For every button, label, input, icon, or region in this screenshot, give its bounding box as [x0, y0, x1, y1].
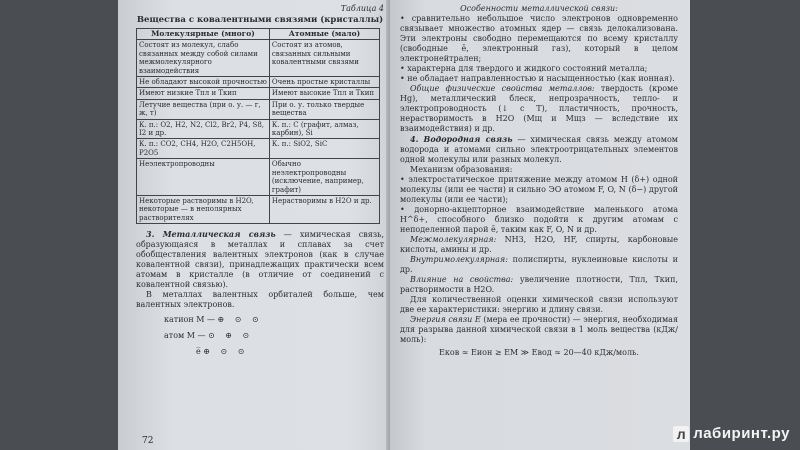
diagram-row-electron	[164, 344, 384, 360]
orbitals-paragraph: В металлах валентных орбиталей больше, чем валентных электронов.	[136, 290, 384, 310]
metallic-feature-1: • сравнительно небольшое число электронов одновременно связывает множество атомных ядер — связь делокализована. Эти электроны свободно перемещаются по всему кристаллу (свободные ē, электронный газ), который в целом электронейтрален;	[400, 14, 678, 63]
metallic-feature-2: • характерна для твердого и жидкого состояний металла;	[400, 64, 648, 73]
electron-particles: ⊕ ⊙ ⊙	[203, 347, 249, 357]
mechanism-1: • электростатическое притяжение между атомом H (δ+) одной молекулы (или ее части) и сильно ЭО атомом F, O, N (δ−) другой молекулы (или ее части);	[400, 175, 678, 204]
cell-atomic: К. п.: SiO2, SiC	[269, 139, 379, 159]
metallic-bond-paragraph	[136, 229, 384, 290]
cell-molecular: Не обладают высокой прочностью	[137, 77, 270, 88]
energy-formula: Eков ≈ Eион ≥ EM ≫ Eвод ≈ 20—40 кДж/моль.	[439, 348, 639, 357]
hydrogen-bond-text: — химическая связь между атомом водорода и атомами сильно электроотрицательных элементов одной молекулы или разных молекул.	[400, 135, 679, 164]
table-row	[137, 99, 380, 119]
metallic-feature-3: • не обладает направленностью и насыщенностью (как ионная).	[400, 74, 675, 83]
cell-atomic: Нерастворимы в H2O и др.	[269, 195, 379, 223]
influence-text: увеличение плотности, Tпл, Tкип, растворимости в H2O.	[400, 275, 679, 294]
energy-text: (мера ее прочности) — энергия, необходимая для разрыва данной химической связи в 1 моль вещества (кДж/моль):	[400, 315, 678, 344]
table-body	[137, 40, 380, 224]
table-row	[137, 195, 380, 223]
electron-label: e̅	[196, 347, 201, 357]
cell-molecular: Состоят из молекул, слабо связанных между собой силами межмолекулярного взаимодействия	[137, 40, 270, 77]
intramolecular-paragraph	[400, 255, 678, 275]
labirint-logo-text: лабиринт.ру	[693, 425, 790, 442]
metallic-bond-text: — химическая связь, образующаяся в металлах и сплавах за счет обобществления валентных электронов (как в случае ковалентной связи), принадлежащих практически всем атомам в кристалле (в отличие от соединений с ковалентной связью).	[136, 230, 385, 290]
physical-properties-paragraph	[400, 84, 678, 134]
intermolecular-text: NH3, H2O, HF, спирты, карбоновые кислоты, амины и др.	[400, 235, 678, 254]
influence-heading: Влияние на свойства:	[410, 275, 514, 284]
cell-molecular: Летучие вещества (при о. у. — г, ж, т)	[137, 99, 270, 119]
quantitative-paragraph: Для количественной оценки химической связи используют две ее характеристики: энергию и длину связи.	[400, 295, 678, 314]
metal-bond-diagram	[136, 312, 384, 360]
intermolecular-paragraph	[400, 235, 678, 255]
cation-label: катион M —	[164, 315, 215, 325]
table-caption: Таблица 4	[340, 4, 384, 13]
metallic-features-heading: Особенности металлической связи:	[460, 4, 618, 13]
metallic-bond-heading: 3. Металлическая связь	[146, 229, 276, 240]
cell-atomic: Очень простые кристаллы	[269, 77, 379, 88]
labirint-logo-icon: л	[673, 426, 689, 442]
table-row	[137, 40, 380, 77]
cell-atomic: Состоят из атомов, связанных сильными ковалентными связями	[269, 40, 379, 77]
atom-particles: ⊙ ⊕ ⊙	[208, 331, 254, 341]
left-page	[118, 0, 390, 450]
physical-properties-text: твердость (кроме Hg), металлический блеск, непрозрачность, тепло- и электропроводность (↓ с T), пластичность, прочность, нерастворимость в H2O (Mщ и Mщз — вследствие их взаимодействия) и др.	[400, 84, 678, 133]
table-row	[137, 88, 380, 99]
cell-molecular: К. п.: CO2, CH4, H2O, C2H5OH, P2O5	[137, 139, 270, 159]
page-number: 72	[142, 436, 154, 446]
table-row	[137, 139, 380, 159]
atom-label: атом M —	[164, 331, 206, 341]
right-page	[390, 0, 690, 450]
column-header-atomic: Атомные (мало)	[269, 29, 379, 40]
column-header-molecular: Молекулярные (много)	[137, 29, 270, 40]
cell-atomic: При о. у. только твердые вещества	[269, 99, 379, 119]
mechanism-heading: Механизм образования:	[410, 165, 513, 174]
table-row	[137, 159, 380, 196]
table-title: Вещества с ковалентными связями (кристаллы)	[136, 15, 384, 25]
cell-atomic: Обычно неэлектропроводны (исключение, например, графит)	[269, 159, 379, 196]
hydrogen-bond-paragraph	[400, 134, 678, 165]
influence-paragraph	[400, 275, 678, 295]
cell-molecular: Неэлектропроводны	[137, 159, 270, 196]
physical-properties-heading: Общие физические свойства металлов:	[410, 84, 595, 93]
cell-atomic: К. п.: C (графит, алмаз, карбин), Si	[269, 119, 379, 139]
hydrogen-bond-heading: 4. Водородная связь	[410, 134, 513, 144]
table-row	[137, 77, 380, 88]
cell-molecular: Имеют низкие Tпл и Tкип	[137, 88, 270, 99]
covalent-crystals-table	[136, 28, 380, 224]
energy-paragraph	[400, 315, 678, 345]
diagram-row-cation	[164, 312, 384, 328]
diagram-row-atom	[164, 328, 384, 344]
intramolecular-text: полиспирты, нуклеиновые кислоты и др.	[400, 255, 678, 274]
labirint-watermark	[673, 425, 790, 442]
energy-heading: Энергия связи E	[410, 315, 481, 324]
mechanism-2: • донорно-акцепторное взаимодействие маленького атома H^δ+, способного близко подойти к другим атомам с неподеленной парой ē, таким как F, O, N и др.	[400, 205, 678, 234]
intramolecular-heading: Внутримолекулярная:	[410, 255, 508, 264]
cell-molecular: К. п.: O2, H2, N2, Cl2, Br2, P4, S8, I2 и др.	[137, 119, 270, 139]
table-row	[137, 119, 380, 139]
cation-particles: ⊕ ⊙ ⊙	[217, 315, 263, 325]
intermolecular-heading: Межмолекулярная:	[410, 235, 497, 244]
cell-molecular: Некоторые растворимы в H2O, некоторые — в неполярных растворителях	[137, 195, 270, 223]
cell-atomic: Имеют высокие Tпл и Tкип	[269, 88, 379, 99]
